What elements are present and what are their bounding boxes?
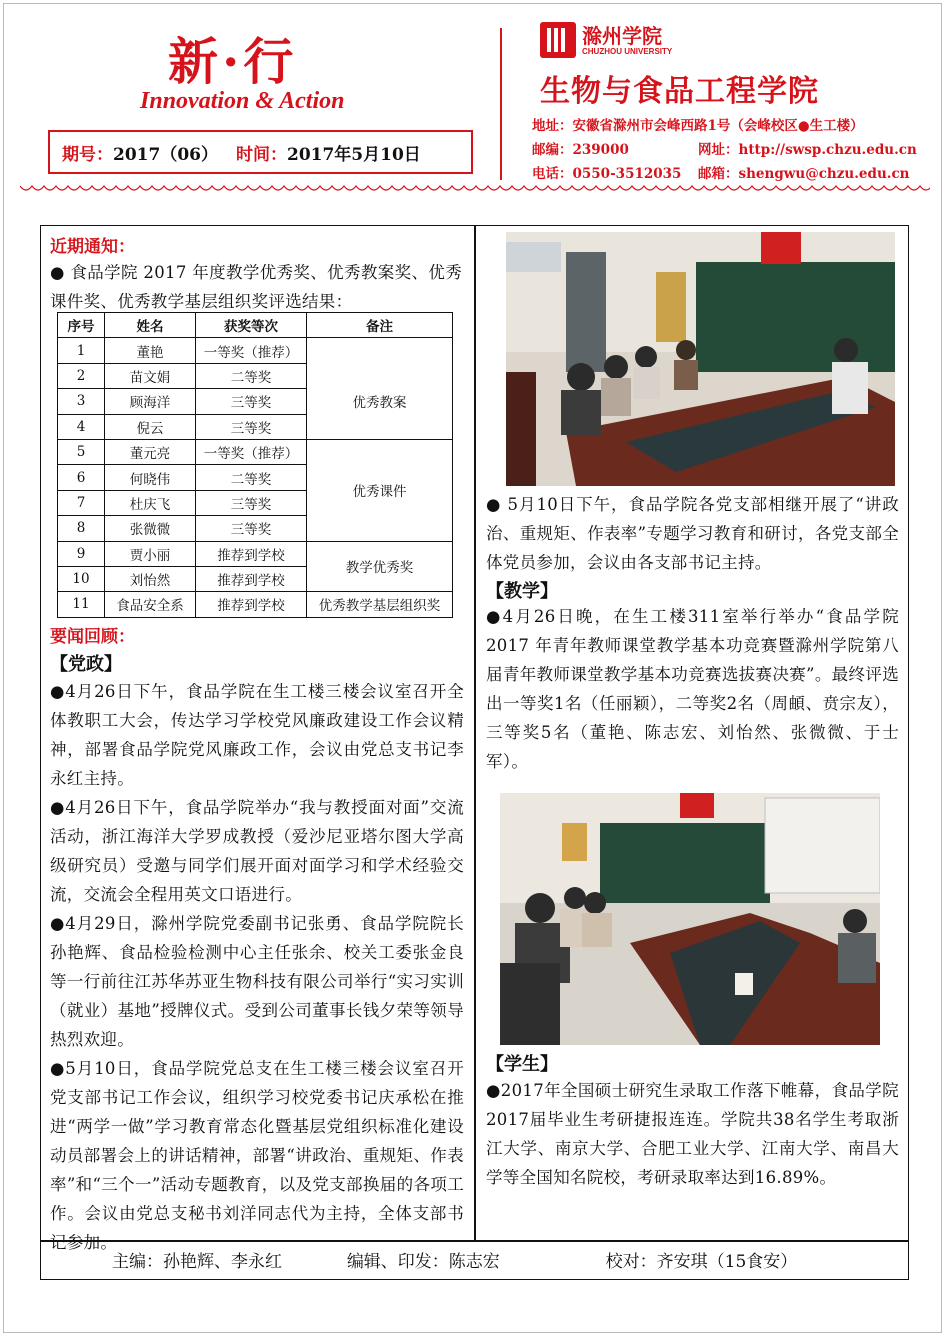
party-heading: 【党政】: [50, 654, 122, 675]
table-header: 序号: [58, 313, 105, 338]
university-name-cn: 滁州学院: [582, 23, 662, 48]
notice-heading: 近期通知：: [50, 237, 135, 257]
student-para: ●2017年全国硕士研究生录取工作落下帷幕，食品学院2017届毕业生考研捷报连连。学院共38名学生考取浙江大学、南京大学、合肥工业大学、江南大学、南昌大学等全国知名院校，考研录取率达到16.89%。: [486, 1081, 899, 1187]
header-divider: [500, 28, 502, 180]
student-heading: 【学生】: [486, 1054, 558, 1075]
party-para-1: ●4月26日下午，食品学院在生工楼三楼会议室召开全体教职工大会，传达学习学校党风廉政建设工作会议精神，部署食品学院党风廉政工作，会议由党总支书记李永红主持。: [50, 682, 464, 788]
remark-cell: 优秀教学基层组织奖: [307, 592, 453, 617]
table-row: 9 贾小丽 推荐到学校 教学优秀奖: [58, 541, 453, 566]
table-row: 6 何晓伟 二等奖: [58, 465, 453, 490]
remark-cell: 优秀教案: [307, 363, 453, 439]
phone: 电话：0550-3512035: [532, 166, 682, 182]
issue-info-box: [48, 130, 473, 174]
issue-label: 期号：: [62, 144, 113, 165]
teaching-heading: 【教学】: [486, 581, 558, 602]
footer-credits: [112, 1247, 797, 1272]
review-heading: 要闻回顾：: [50, 627, 135, 647]
college-name: 生物与食品工程学院: [540, 74, 819, 109]
table-row: 1 董艳 一等奖（推荐）: [58, 338, 453, 363]
party-para-3: ●4月29日，滁州学院党委副书记张勇、食品学院院长孙艳辉、食品检验检测中心主任张余、校关工委张金良等一行前往江苏华苏亚生物科技有限公司举行“实习实训（就业）基地”授牌仪式。受到公司董事长钱夕荣等领导热烈欢迎。: [50, 914, 464, 1049]
award-table: [57, 312, 453, 618]
table-row: 7 杜庆飞 三等奖: [58, 490, 453, 515]
university-name-en: CHUZHOU UNIVERSITY: [582, 46, 673, 56]
table-row: 5 董元亮 一等奖（推荐） 优秀课件: [58, 439, 453, 464]
meeting-photo-1: [506, 232, 895, 486]
table-row: 3 顾海洋 三等奖: [58, 389, 453, 414]
email: 邮箱：shengwu@chzu.edu.cn: [698, 166, 910, 182]
footer-editor: 主编：孙艳辉、李永红: [112, 1252, 282, 1272]
column-divider: [474, 225, 476, 1241]
remark-cell: 优秀课件: [307, 439, 453, 541]
party-para-4: ●5月10日，食品学院党总支在生工楼三楼会议室召开党支部书记工作会议，组织学习校党委书记庆承松在推进“两学一做”学习教育常态化暨基层党组织标准化建设动员部署会上的讲话精神，部署“讲政治、重规矩、作表率”和“三个一”活动专题教育，以及党支部换届的各项工作。会议由党总支秘书刘洋同志代为主持，全体支部书记参加。: [50, 1059, 464, 1252]
remark-cell: 教学优秀奖: [307, 541, 453, 592]
footer-proof: 校对：齐安琪（15食安）: [605, 1252, 798, 1272]
university-seal-icon: [540, 22, 576, 58]
meeting-photo-2: [500, 793, 880, 1045]
table-header: 获奖等次: [196, 313, 307, 338]
time-label: 时间：: [235, 144, 287, 165]
table-row: 8 张微微 三等奖: [58, 516, 453, 541]
decorative-wave-divider: [20, 182, 930, 196]
table-row: 11 食品安全系 推荐到学校 优秀教学基层组织奖: [58, 592, 453, 617]
time-value: 2017年5月10日: [286, 144, 421, 165]
table-header: 姓名: [105, 313, 196, 338]
table-row: 10 刘怡然 推荐到学校: [58, 566, 453, 591]
issue-value: 2017（06）: [113, 144, 218, 165]
notice-intro: ● 食品学院 2017 年度教学优秀奖、优秀教案奖、优秀课件奖、优秀教学基层组织奖评选结果：: [50, 263, 462, 311]
table-row: 4 倪云 三等奖: [58, 414, 453, 439]
right-para-1: ● 5月10日下午，食品学院各党支部相继开展了“讲政治、重规矩、作表率”专题学习教育和研讨，各党支部全体党员参加，会议由各支部书记主持。: [486, 495, 899, 572]
newsletter-subtitle: Innovation & Action: [140, 88, 345, 114]
university-logo: [540, 22, 672, 58]
table-row: 2 苗文娟 二等奖 优秀教案: [58, 363, 453, 388]
footer-print: 编辑、印发：陈志宏: [346, 1252, 500, 1272]
website: 网址：http://swsp.chzu.edu.cn: [698, 142, 917, 158]
newsletter-title: 新·行: [168, 32, 298, 91]
address: 地址：安徽省滁州市会峰西路1号（会峰校区●生工楼）: [532, 118, 864, 134]
teaching-para: ●4月26日晚，在生工楼311室举行举办“食品学院 2017 年青年教师课堂教学基本功竞赛暨滁州学院第八届青年教师课堂教学基本功竞赛选拔赛决赛”。最终评选出一等奖1名（任丽颖），二等奖2名（周頔、贲宗友），三等奖5名（董艳、陈志宏、刘怡然、张微微、于士军）。: [486, 607, 899, 771]
table-header: 备注: [307, 313, 453, 338]
postcode: 邮编：239000: [532, 142, 629, 158]
party-para-2: ●4月26日下午，食品学院举办“我与教授面对面”交流活动，浙江海洋大学罗成教授（爱沙尼亚塔尔图大学高级研究员）受邀与同学们展开面对面学习和学术经验交流，交流会全程用英文口语进行。: [50, 798, 464, 904]
